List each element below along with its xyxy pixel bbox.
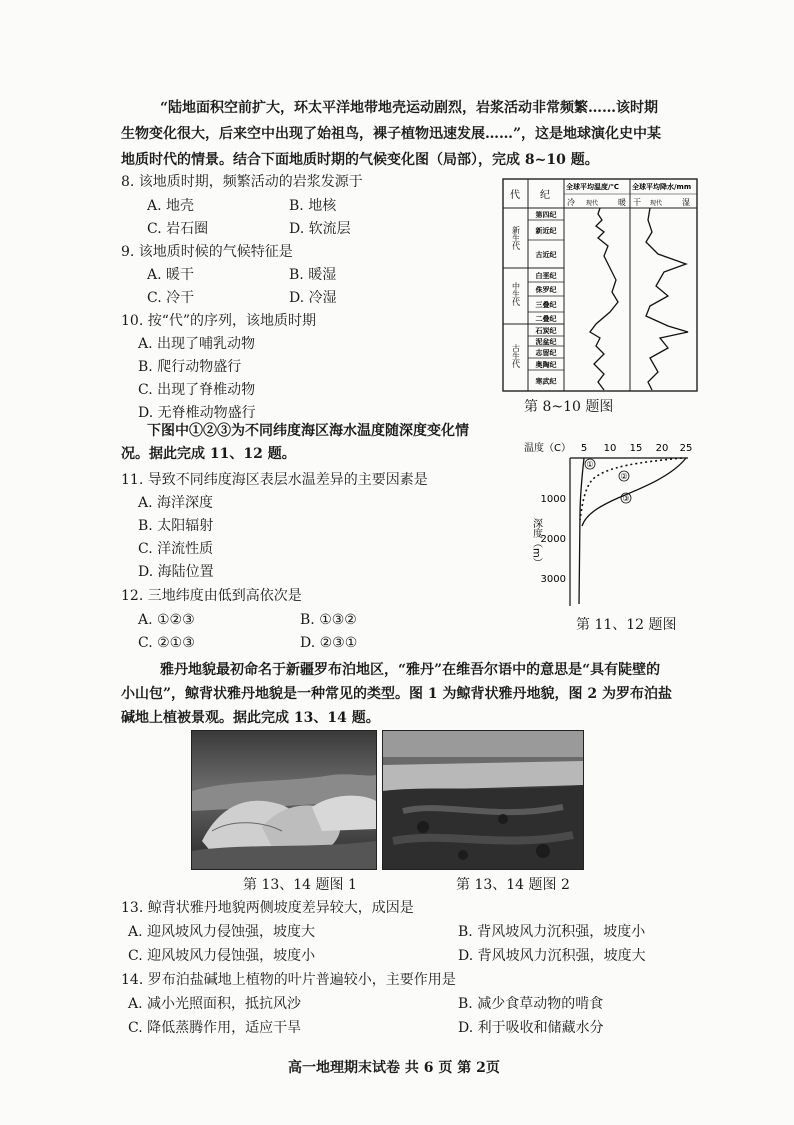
option: C. 迎风坡风力侵蚀强，坡度小: [128, 948, 316, 964]
temp-tick: 15: [629, 443, 643, 454]
curve-3: [582, 458, 686, 526]
saline-vegetation-photo: [382, 730, 584, 870]
option: D. ②③①: [300, 635, 358, 651]
temp-axis-label: 温度（C）: [524, 443, 571, 454]
col-dai: 代: [510, 190, 520, 201]
question-stem: 11. 导致不同纬度海区表层水温差异的主要因素是: [121, 472, 428, 488]
option: C. 岩石圈: [147, 221, 209, 237]
depth-axis-label: 深度（m）: [530, 518, 542, 568]
option: C. 洋流性质: [138, 541, 214, 557]
question-stem: 10. 按“代”的序列，该地质时期: [121, 313, 317, 329]
option: B. 爬行动物盛行: [138, 359, 242, 375]
option: A. 减小光照面积，抵抗风沙: [128, 996, 302, 1012]
period-label: 白垩纪: [535, 272, 557, 280]
label-warm: 暖: [618, 198, 626, 207]
period-label: 古近纪: [535, 251, 557, 259]
photo1-caption: 第 13、14 题图 1: [243, 877, 357, 893]
intro-line: 生物变化很大，后来空中出现了始祖鸟，裸子植物迅速发展……”，这是地球演化史中某: [121, 126, 662, 142]
period-label: 三叠纪: [535, 301, 557, 309]
curve-1: [579, 458, 584, 604]
label-now2: 现代: [650, 200, 663, 207]
option: D. 冷湿: [289, 290, 337, 306]
period-label: 侏罗纪: [535, 286, 557, 294]
option: A. ①②③: [138, 612, 195, 628]
era-mesozoic: 中生代: [511, 282, 521, 306]
yardang-photo: [191, 730, 377, 870]
intro-line: 小山包”，鲸背状雅丹地貌是一种常见的类型。图 1 为鲸背状雅丹地貌，图 2 为罗布泊盐: [121, 686, 673, 702]
depth-tick: 2000: [540, 534, 566, 545]
option: B. 暖湿: [289, 267, 337, 283]
option: C. 出现了脊椎动物: [138, 382, 256, 398]
option: A. 出现了哺乳动物: [138, 336, 256, 352]
period-label: 二叠纪: [535, 315, 557, 323]
question-stem: 9. 该地质时候的气候特征是: [121, 244, 293, 260]
label-dry: 干: [633, 198, 641, 207]
option: B. ①③②: [300, 612, 357, 628]
option: B. 地核: [289, 198, 337, 214]
fig1-caption: 第 8~10 题图: [524, 399, 614, 415]
option: C. 降低蒸腾作用，适应干旱: [128, 1020, 302, 1036]
precipitation-curve: [646, 208, 688, 390]
temp-tick: 10: [603, 443, 617, 454]
depth-tick: 1000: [540, 494, 566, 505]
option: D. 无脊椎动物盛行: [138, 405, 256, 421]
period-label: 奥陶纪: [535, 361, 557, 369]
option: B. 背风坡风力沉积强，坡度小: [458, 924, 646, 940]
option: B. 减少食草动物的啃食: [458, 996, 604, 1012]
ocean-temp-depth-chart: [522, 436, 702, 612]
col-temp: 全球平均温度/℃: [566, 183, 620, 191]
intro-line: 地质时代的情景。结合下面地质时期的气候变化图（局部），完成 8~10 题。: [121, 152, 599, 168]
photo2-caption: 第 13、14 题图 2: [456, 877, 570, 893]
curve-2-label: ②: [620, 472, 628, 481]
question-stem: 12. 三地纬度由低到高依次是: [121, 588, 302, 604]
col-rain: 全球平均降水/mm: [632, 183, 692, 191]
question-stem: 14. 罗布泊盐碱地上植物的叶片普遍较小，主要作用是: [121, 972, 456, 988]
label-wet: 湿: [682, 198, 690, 207]
intro-line: “陆地面积空前扩大，环太平洋地带地壳运动剧烈，岩浆活动非常频繁……该时期: [160, 100, 659, 116]
question-stem: 13. 鲸背状雅丹地貌两侧坡度差异较大，成因是: [121, 900, 414, 916]
label-cold: 冷: [567, 198, 575, 207]
option: A. 地壳: [147, 198, 195, 214]
col-ji: 纪: [540, 190, 550, 201]
fig2-caption: 第 11、12 题图: [576, 617, 677, 633]
temperature-curve: [590, 208, 618, 390]
period-label: 志留纪: [535, 349, 557, 357]
label-now1: 现代: [586, 200, 599, 207]
era-cenozoic: 新生代: [511, 226, 521, 250]
curve-1-label: ①: [586, 460, 594, 469]
option: D. 软流层: [289, 221, 351, 237]
option: D. 背风坡风力沉积强，坡度大: [458, 948, 646, 964]
temp-tick: 20: [655, 443, 669, 454]
period-label: 泥盆纪: [535, 338, 557, 346]
temp-tick: 5: [580, 443, 588, 454]
option: C. 冷干: [147, 290, 195, 306]
intro-line: 雅丹地貌最初命名于新疆罗布泊地区，“雅丹”在维吾尔语中的意思是“具有陡壁的: [160, 662, 661, 678]
option: C. ②①③: [138, 635, 195, 651]
intro-line: 下图中①②③为不同纬度海区海水温度随深度变化情: [147, 423, 469, 439]
page-footer: 高一地理期末试卷 共 6 页 第 2页: [288, 1060, 500, 1076]
option: A. 暖干: [147, 267, 195, 283]
period-label: 石炭纪: [535, 327, 557, 335]
temp-tick: 25: [679, 443, 693, 454]
option: A. 海洋深度: [138, 495, 214, 511]
intro-line: 碱地上植被景观。据此完成 13、14 题。: [121, 710, 380, 726]
climate-period-chart: [500, 176, 700, 394]
era-paleozoic: 古生代: [511, 344, 521, 368]
depth-tick: 3000: [540, 574, 566, 585]
option: A. 迎风坡风力侵蚀强，坡度大: [128, 924, 316, 940]
intro-line: 况。据此完成 11、12 题。: [121, 446, 296, 462]
option: B. 太阳辐射: [138, 518, 214, 534]
curve-3-label: ③: [622, 494, 630, 503]
question-stem: 8. 该地质时期，频繁活动的岩浆发源于: [121, 174, 363, 190]
period-label: 新近纪: [535, 227, 557, 235]
option: D. 利于吸收和储藏水分: [458, 1020, 604, 1036]
period-label: 寒武纪: [535, 377, 557, 386]
period-label: 第四纪: [535, 211, 557, 219]
option: D. 海陆位置: [138, 564, 214, 580]
